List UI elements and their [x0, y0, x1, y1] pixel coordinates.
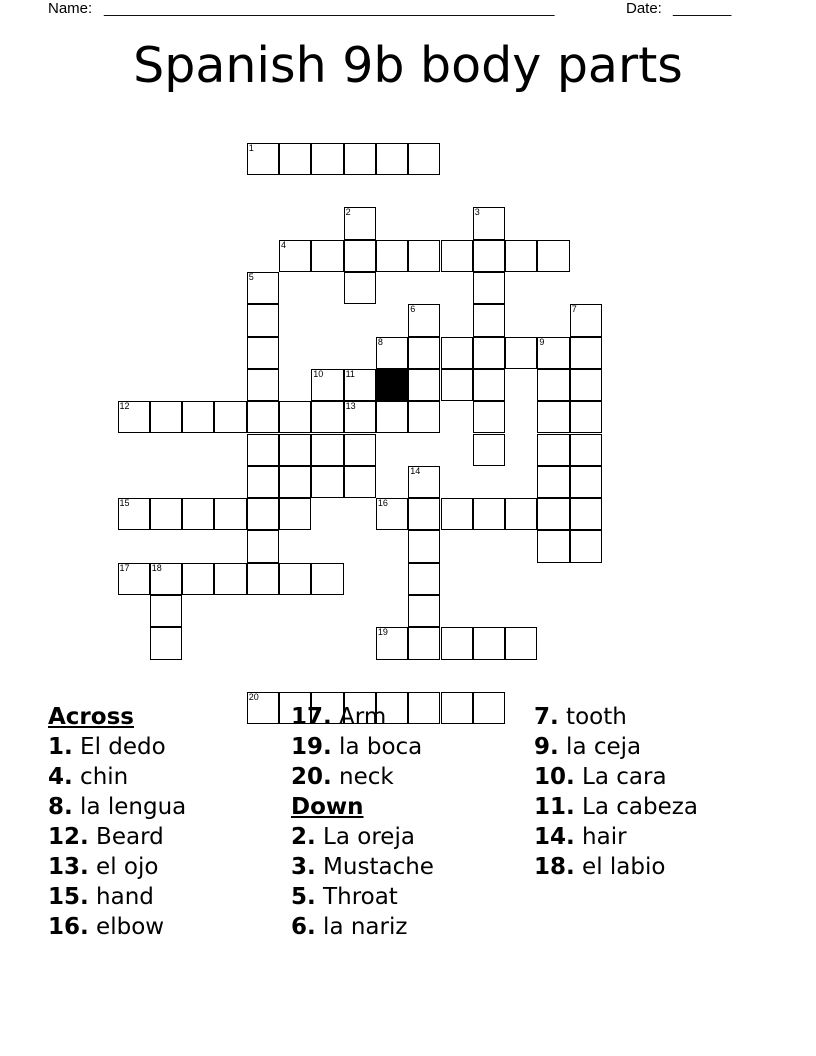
clue-number: 8 — [377, 336, 383, 347]
clue-column-3 — [534, 702, 698, 882]
clue-item — [534, 702, 698, 732]
clue-number: 7 — [571, 304, 577, 315]
clue-item-text: La cara — [574, 764, 667, 790]
clue-item-number: 9. — [534, 734, 559, 760]
name-label: Name: — [48, 0, 93, 17]
grid-cell[interactable] — [247, 304, 279, 336]
clue-item — [48, 822, 186, 852]
grid-cell[interactable] — [311, 563, 343, 595]
grid-cell[interactable] — [408, 401, 440, 433]
grid-cell-3[interactable] — [473, 207, 505, 239]
clue-number: 9 — [539, 336, 545, 347]
grid-cell[interactable] — [408, 337, 440, 369]
clue-item-number: 12. — [48, 824, 89, 850]
grid-cell[interactable] — [344, 466, 376, 498]
clue-item-text: elbow — [88, 914, 165, 940]
grid-cell[interactable] — [182, 498, 214, 530]
grid-cell[interactable] — [344, 434, 376, 466]
clue-number: 15 — [119, 498, 130, 509]
grid-cell[interactable] — [214, 563, 246, 595]
grid-cell-8[interactable] — [376, 337, 408, 369]
grid-cell-7[interactable] — [570, 304, 602, 336]
clue-item-text: El dedo — [72, 734, 166, 760]
grid-cell[interactable] — [473, 369, 505, 401]
clue-item-number: 4. — [48, 764, 73, 790]
clue-item-number: 16. — [48, 914, 89, 940]
clue-item-text: tooth — [558, 704, 627, 730]
grid-cell[interactable] — [441, 240, 473, 272]
grid-cell[interactable] — [570, 498, 602, 530]
grid-cell[interactable] — [473, 692, 505, 724]
grid-cell-14[interactable] — [408, 466, 440, 498]
grid-cell[interactable] — [473, 401, 505, 433]
clue-item — [48, 762, 186, 792]
grid-cell-4[interactable] — [279, 240, 311, 272]
grid-cell[interactable] — [279, 498, 311, 530]
down-heading: Down — [291, 794, 364, 820]
grid-cell[interactable] — [441, 498, 473, 530]
clue-item — [291, 762, 434, 792]
clue-item-text: La cabeza — [574, 794, 698, 820]
grid-cell[interactable] — [537, 401, 569, 433]
grid-cell[interactable] — [408, 369, 440, 401]
grid-cell[interactable] — [150, 627, 182, 659]
grid-cell[interactable] — [182, 401, 214, 433]
grid-cell[interactable] — [150, 498, 182, 530]
grid-cell[interactable] — [247, 337, 279, 369]
grid-cell-12[interactable] — [118, 401, 150, 433]
grid-cell[interactable] — [344, 143, 376, 175]
clue-item-number: 15. — [48, 884, 89, 910]
clue-item-text: Beard — [88, 824, 164, 850]
grid-cell[interactable] — [311, 240, 343, 272]
clue-item-text: chin — [72, 764, 129, 790]
clue-number: 1 — [248, 142, 254, 153]
clue-number: 16 — [377, 498, 388, 509]
grid-cell-5[interactable] — [247, 272, 279, 304]
grid-cell[interactable] — [408, 563, 440, 595]
grid-cell-19[interactable] — [376, 627, 408, 659]
clue-number: 12 — [119, 401, 130, 412]
grid-cell[interactable] — [408, 627, 440, 659]
grid-cell[interactable] — [247, 498, 279, 530]
clue-number: 2 — [345, 207, 351, 218]
clue-item-text: hair — [574, 824, 627, 850]
grid-cell[interactable] — [570, 434, 602, 466]
grid-cell-6[interactable] — [408, 304, 440, 336]
grid-cell[interactable] — [182, 563, 214, 595]
clue-item-number: 11. — [534, 794, 575, 820]
date-label: Date: — [626, 0, 662, 17]
clue-column-2 — [291, 702, 434, 942]
clue-column-1 — [48, 702, 186, 942]
black-square — [376, 369, 408, 401]
grid-cell[interactable] — [247, 530, 279, 562]
clue-item — [534, 732, 698, 762]
grid-cell[interactable] — [408, 595, 440, 627]
grid-cell[interactable] — [279, 401, 311, 433]
clue-number: 5 — [248, 272, 254, 282]
clue-item — [291, 822, 434, 852]
clue-number: 6 — [410, 304, 416, 315]
grid-cell[interactable] — [344, 272, 376, 304]
grid-cell[interactable] — [570, 530, 602, 562]
grid-cell[interactable] — [279, 466, 311, 498]
clue-item-text: la nariz — [315, 914, 408, 940]
clue-item — [48, 792, 186, 822]
grid-cell[interactable] — [214, 498, 246, 530]
clue-number: 11 — [345, 368, 355, 379]
grid-cell[interactable] — [473, 272, 505, 304]
clue-item — [48, 852, 186, 882]
grid-cell[interactable] — [537, 369, 569, 401]
grid-cell[interactable] — [473, 337, 505, 369]
grid-cell[interactable] — [150, 401, 182, 433]
clue-number: 14 — [410, 465, 421, 476]
grid-cell-18[interactable] — [150, 563, 182, 595]
grid-cell-11[interactable] — [344, 369, 376, 401]
grid-cell[interactable] — [473, 304, 505, 336]
clue-item-number: 7. — [534, 704, 559, 730]
grid-cell-9[interactable] — [537, 337, 569, 369]
clue-number: 10 — [313, 368, 324, 379]
clue-number: 13 — [345, 401, 356, 412]
grid-cell[interactable] — [376, 401, 408, 433]
grid-cell[interactable] — [408, 240, 440, 272]
grid-cell[interactable] — [505, 337, 537, 369]
clue-item-number: 3. — [291, 854, 316, 880]
grid-cell[interactable] — [473, 498, 505, 530]
clue-item-number: 18. — [534, 854, 575, 880]
grid-cell[interactable] — [505, 240, 537, 272]
grid-cell[interactable] — [537, 466, 569, 498]
grid-cell[interactable] — [570, 466, 602, 498]
grid-cell[interactable] — [441, 627, 473, 659]
grid-cell[interactable] — [570, 401, 602, 433]
grid-cell-20[interactable] — [247, 692, 279, 724]
grid-cell[interactable] — [537, 434, 569, 466]
clue-number: 20 — [248, 691, 259, 702]
clue-item-text: la lengua — [72, 794, 187, 820]
grid-cell[interactable] — [311, 434, 343, 466]
clue-item-number: 6. — [291, 914, 316, 940]
clue-item — [291, 732, 434, 762]
grid-cell[interactable] — [537, 530, 569, 562]
across-heading: Across — [48, 704, 134, 730]
clue-item-text: la ceja — [558, 734, 642, 760]
grid-cell[interactable] — [473, 240, 505, 272]
grid-cell[interactable] — [247, 401, 279, 433]
clue-item-text: hand — [88, 884, 154, 910]
clue-item-text: el ojo — [88, 854, 159, 880]
clue-item-text: Throat — [315, 884, 398, 910]
grid-cell[interactable] — [441, 692, 473, 724]
clue-item-text: el labio — [574, 854, 666, 880]
clue-number: 18 — [151, 562, 162, 573]
grid-cell[interactable] — [247, 369, 279, 401]
grid-cell[interactable] — [473, 434, 505, 466]
clue-item — [534, 822, 698, 852]
grid-cell[interactable] — [537, 240, 569, 272]
grid-cell[interactable] — [247, 466, 279, 498]
clue-item — [291, 882, 434, 912]
clue-item-number: 14. — [534, 824, 575, 850]
grid-cell[interactable] — [344, 240, 376, 272]
grid-cell-16[interactable] — [376, 498, 408, 530]
clue-item — [48, 732, 186, 762]
grid-cell-13[interactable] — [344, 401, 376, 433]
grid-cell[interactable] — [247, 434, 279, 466]
clue-item-number: 8. — [48, 794, 73, 820]
grid-cell-15[interactable] — [118, 498, 150, 530]
clue-item-number: 1. — [48, 734, 73, 760]
clue-item-number: 13. — [48, 854, 89, 880]
grid-cell[interactable] — [214, 401, 246, 433]
grid-cell[interactable] — [570, 337, 602, 369]
grid-cell[interactable] — [376, 143, 408, 175]
clue-item-text: neck — [331, 764, 394, 790]
clue-item — [534, 762, 698, 792]
grid-cell[interactable] — [279, 143, 311, 175]
grid-cell[interactable] — [537, 498, 569, 530]
clue-item — [291, 912, 434, 942]
grid-cell[interactable] — [408, 530, 440, 562]
clue-item-text: Mustache — [315, 854, 434, 880]
clue-item-number: 17. — [291, 704, 332, 730]
grid-cell[interactable] — [408, 143, 440, 175]
page-title: Spanish 9b body parts — [133, 37, 683, 94]
grid-cell[interactable] — [570, 369, 602, 401]
clue-item-number: 20. — [291, 764, 332, 790]
clue-item — [534, 792, 698, 822]
date-line[interactable]: _______ — [673, 0, 732, 17]
clue-number: 3 — [474, 207, 480, 218]
clue-item-text: Arm — [331, 704, 387, 730]
grid-cell[interactable] — [279, 563, 311, 595]
clue-number: 19 — [377, 627, 388, 638]
grid-cell[interactable] — [441, 337, 473, 369]
grid-cell[interactable] — [311, 143, 343, 175]
clue-item-number: 2. — [291, 824, 316, 850]
clue-item — [48, 882, 186, 912]
grid-cell[interactable] — [505, 498, 537, 530]
grid-cell[interactable] — [150, 595, 182, 627]
grid-cell[interactable] — [311, 401, 343, 433]
grid-cell[interactable] — [473, 627, 505, 659]
grid-cell-10[interactable] — [311, 369, 343, 401]
clue-item-text: La oreja — [315, 824, 415, 850]
grid-cell[interactable] — [279, 434, 311, 466]
grid-cell[interactable] — [441, 369, 473, 401]
clue-item-number: 19. — [291, 734, 332, 760]
clue-item-text: la boca — [331, 734, 423, 760]
clue-number: 4 — [281, 239, 287, 250]
grid-cell-17[interactable] — [118, 563, 150, 595]
clue-item-number: 10. — [534, 764, 575, 790]
grid-cell[interactable] — [247, 563, 279, 595]
clue-item — [48, 912, 186, 942]
grid-cell[interactable] — [505, 627, 537, 659]
clue-number: 17 — [119, 562, 130, 573]
grid-cell[interactable] — [408, 498, 440, 530]
grid-cell-2[interactable] — [344, 207, 376, 239]
clue-item — [534, 852, 698, 882]
grid-cell-1[interactable] — [247, 143, 279, 175]
grid-cell[interactable] — [311, 466, 343, 498]
clue-item — [291, 852, 434, 882]
grid-cell[interactable] — [376, 240, 408, 272]
name-line[interactable]: ______________________________________________________ — [104, 0, 555, 17]
clue-item — [291, 702, 434, 732]
clue-item-number: 5. — [291, 884, 316, 910]
